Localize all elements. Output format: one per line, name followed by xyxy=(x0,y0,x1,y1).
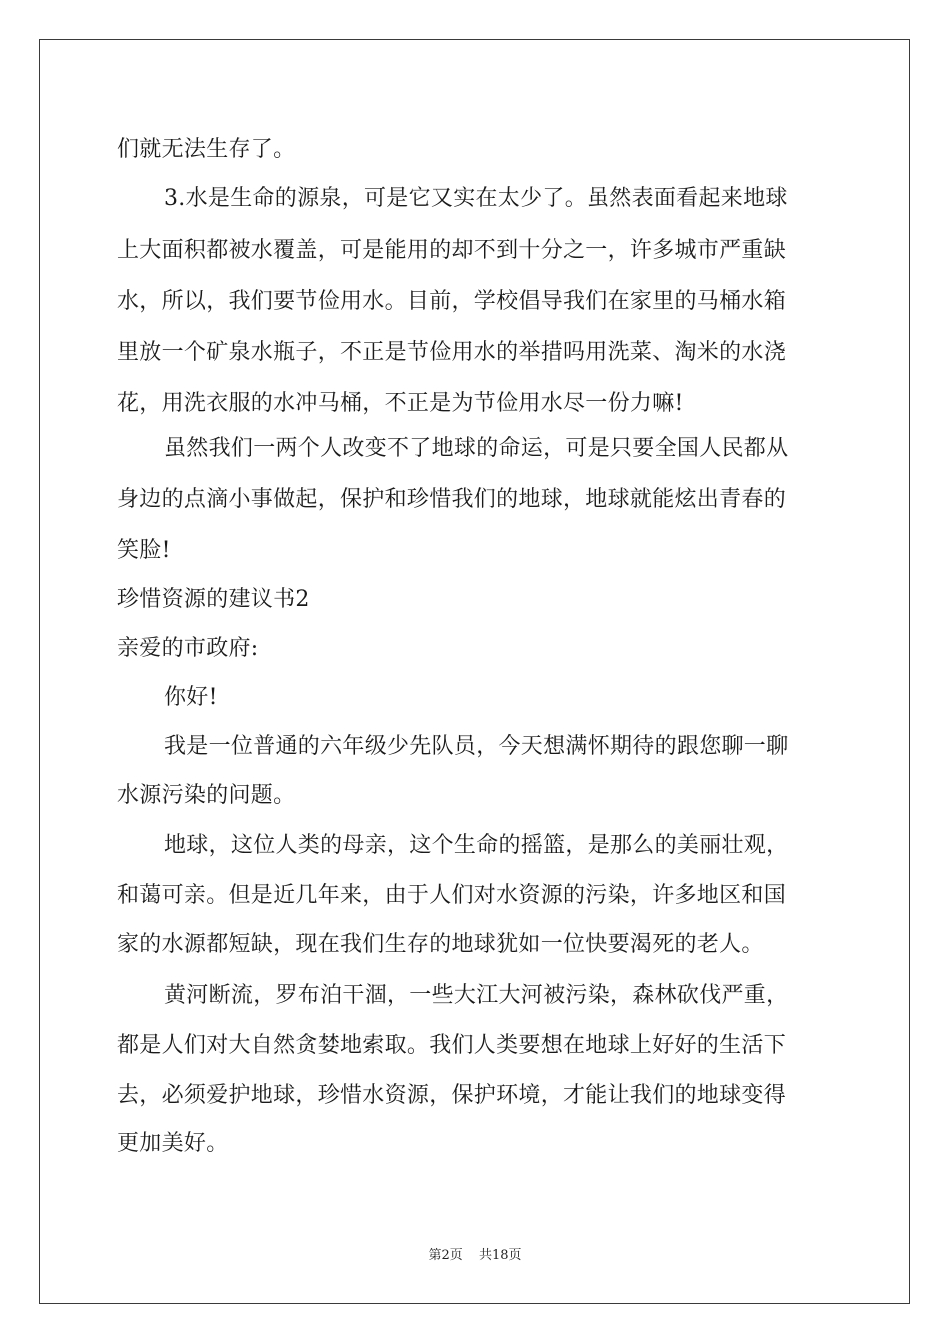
page-total: 共18页 xyxy=(478,1248,522,1263)
text-line: 身边的点滴小事做起，保护和珍惜我们的地球，地球就能炫出青春的 xyxy=(117,487,787,512)
text-line: 我是一位普通的六年级少先队员，今天想满怀期待的跟您聊一聊 xyxy=(164,734,789,759)
text-line: 笑脸! xyxy=(117,538,171,563)
text-line: 们就无法生存了。 xyxy=(117,137,296,162)
page-number: 第2页 xyxy=(428,1248,463,1263)
text-line: 水，所以，我们要节俭用水。目前，学校倡导我们在家里的马桶水箱 xyxy=(117,289,787,314)
text-line: 里放一个矿泉水瓶子，不正是节俭用水的举措吗用洗菜、淘米的水浇 xyxy=(117,340,787,365)
salutation: 亲爱的市政府: xyxy=(117,636,259,661)
text-line: 更加美好。 xyxy=(117,1131,229,1156)
text-line: 花，用洗衣服的水冲马桶，不正是为节俭用水尽一份力嘛! xyxy=(117,391,684,416)
text-line: 都是人们对大自然贪婪地索取。我们人类要想在地球上好好的生活下 xyxy=(117,1033,787,1058)
section-heading: 珍惜资源的建议书2 xyxy=(117,587,310,612)
greeting: 你好! xyxy=(164,685,218,710)
text-line: 黄河断流，罗布泊干涸，一些大江大河被污染，森林砍伐严重， xyxy=(164,983,789,1008)
text-line: 虽然我们一两个人改变不了地球的命运，可是只要全国人民都从 xyxy=(164,436,789,461)
page-border xyxy=(39,39,910,1304)
text-line: 3.水是生命的源泉，可是它又实在太少了。虽然表面看起来地球 xyxy=(164,186,788,211)
text-line: 去，必须爱护地球，珍惜水资源，保护环境，才能让我们的地球变得 xyxy=(117,1083,787,1108)
text-line: 地球，这位人类的母亲，这个生命的摇篮，是那么的美丽壮观， xyxy=(164,833,789,858)
text-line: 水源污染的问题。 xyxy=(117,783,296,808)
text-line: 和蔼可亲。但是近几年来，由于人们对水资源的污染，许多地区和国 xyxy=(117,883,787,908)
page-footer xyxy=(0,1248,950,1264)
text-line: 家的水源都短缺，现在我们生存的地球犹如一位快要渴死的老人。 xyxy=(117,932,764,957)
text-line: 上大面积都被水覆盖，可是能用的却不到十分之一，许多城市严重缺 xyxy=(117,238,787,263)
